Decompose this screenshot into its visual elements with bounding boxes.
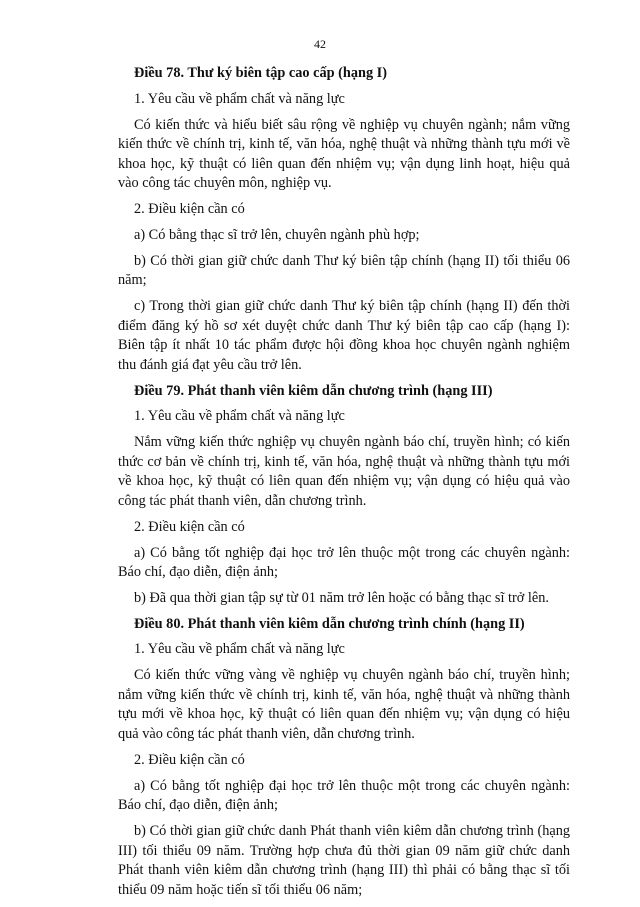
- article-79-heading: Điều 79. Phát thanh viên kiêm dẫn chương trình (hạng III): [134, 382, 493, 399]
- article-80-heading: Điều 80. Phát thanh viên kiêm dẫn chương trình chính (hạng II): [134, 615, 525, 632]
- article-80-item-a: a) Có bằng tốt nghiệp đại học trở lên thuộc một trong các chuyên ngành: Báo chí, đạo diễn, điện ảnh;: [118, 777, 570, 814]
- article-78-section-1-title: 1. Yêu cầu về phẩm chất và năng lực: [134, 90, 345, 107]
- article-80-section-1-text: Có kiến thức vững vàng về nghiệp vụ chuyên ngành báo chí, truyền hình; nắm vững kiến thức về chính trị, kinh tế, văn hóa, nghệ thuật và những thành tựu mới về khoa học, kỹ thuật có liên quan đến nhiệm vụ; vận dụng có hiệu quả vào công tác phát thanh viên, dẫn chương trình.: [118, 667, 570, 743]
- article-78-heading: Điều 78. Thư ký biên tập cao cấp (hạng I): [134, 65, 387, 81]
- article-79-section-2-title: 2. Điều kiện cần có: [134, 518, 245, 535]
- document-body: [118, 64, 570, 907]
- article-80-section-1-title: 1. Yêu cầu về phẩm chất và năng lực: [134, 641, 345, 658]
- article-78-section-2-title: 2. Điều kiện cần có: [134, 201, 245, 218]
- article-78-item-b: b) Có thời gian giữ chức danh Thư ký biên tập chính (hạng II) tối thiểu 06 năm;: [118, 252, 570, 289]
- article-79-section-1-title: 1. Yêu cầu về phẩm chất và năng lực: [134, 408, 345, 425]
- article-80-section-2-title: 2. Điều kiện cần có: [134, 751, 245, 768]
- article-79-item-a: a) Có bằng tốt nghiệp đại học trở lên thuộc một trong các chuyên ngành: Báo chí, đạo diễn, điện ảnh;: [118, 544, 570, 581]
- article-78-item-c: c) Trong thời gian giữ chức danh Thư ký biên tập chính (hạng II) đến thời điểm đăng ký hồ sơ xét duyệt chức danh Thư ký biên tập cao cấp (hạng I): Biên tập ít nhất 10 tác phẩm được hội đồng khoa học chuyên ngành nghiệm thu đánh giá đạt yêu cầu trở lên.: [118, 298, 570, 373]
- article-79-section-1-text: Nắm vững kiến thức nghiệp vụ chuyên ngành báo chí, truyền hình; có kiến thức cơ bản về chính trị, kinh tế, văn hóa, nghệ thuật và những thành tựu mới về khoa học, kỹ thuật có liên quan đến nhiệm vụ; vận dụng có hiệu quả vào công tác phát thanh viên, dẫn chương trình.: [118, 434, 570, 509]
- article-78-section-1-text: Có kiến thức và hiểu biết sâu rộng về nghiệp vụ chuyên ngành; nắm vững kiến thức về chính trị, kinh tế, văn hóa, nghệ thuật và những thành tựu mới về khoa học, kỹ thuật có liên quan đến nhiệm vụ; vận dụng linh hoạt, hiệu quả vào công tác chuyên môn, nghiệp vụ.: [118, 116, 570, 192]
- article-79-item-b: b) Đã qua thời gian tập sự từ 01 năm trở lên hoặc có bằng thạc sĩ trở lên.: [134, 589, 549, 606]
- article-78-item-a: a) Có bằng thạc sĩ trở lên, chuyên ngành phù hợp;: [134, 226, 420, 243]
- page-number: 42: [314, 37, 326, 51]
- article-80-item-b: b) Có thời gian giữ chức danh Phát thanh viên kiêm dẫn chương trình (hạng III) tối thiểu 09 năm. Trường hợp chưa đủ thời gian 09 năm giữ chức danh Phát thanh viên kiêm dẫn chương trình (hạng III) thì phải có bằng thạc sĩ tối thiểu 09 năm hoặc tiến sĩ tối thiểu 06 năm;: [118, 822, 570, 898]
